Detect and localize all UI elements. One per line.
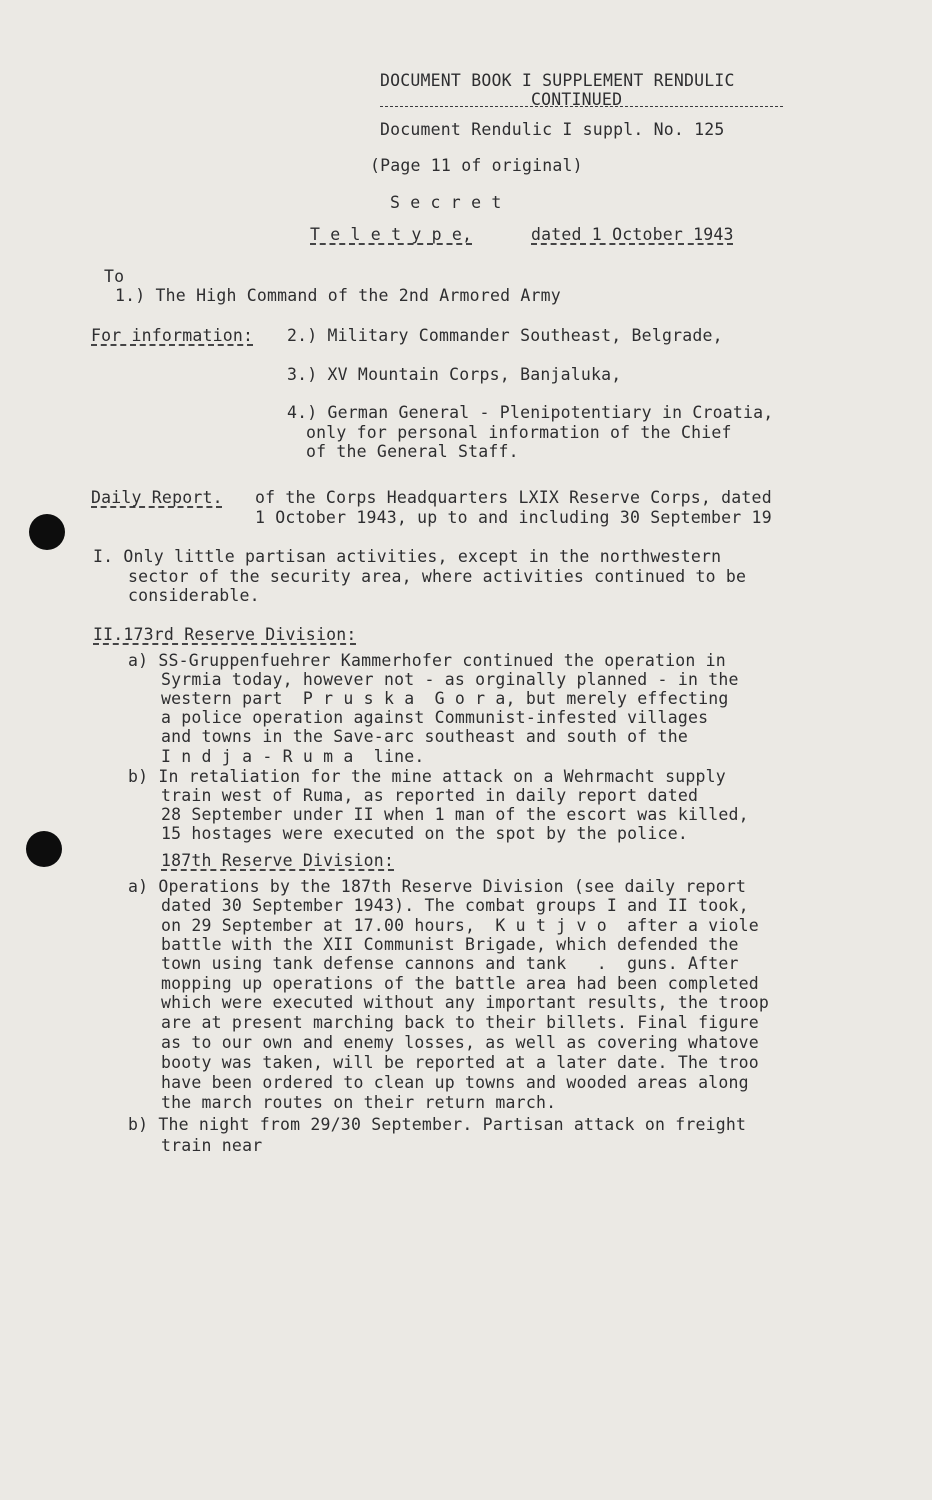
section-1-line-3: considerable. [128,586,260,605]
book-title: DOCUMENT BOOK I SUPPLEMENT RENDULIC [380,71,735,90]
to-label: To [104,267,125,286]
section-3-a-line-6: mopping up operations of the battle area had been completed [161,974,759,993]
document-reference: Document Rendulic I suppl. No. 125 [380,120,725,139]
section-3-a-line-9: as to our own and enemy losses, as well as covering whatove [161,1033,759,1052]
section-2-a-line-3: western part P r u s k a G o r a, but merely effecting [161,689,729,708]
section-3-a-line-11: have been ordered to clean up towns and wooded areas along [161,1073,749,1092]
section-2-a-line-4: a police operation against Communist-infested villages [161,708,709,727]
section-3-b-line-2: train near [161,1136,263,1155]
section-3-b-line-1: b) The night from 29/30 September. Partisan attack on freight [128,1115,747,1134]
continued-label: CONTINUED [531,90,623,109]
section-3-a-line-8: are at present marching back to their billets. Final figure [161,1013,759,1032]
section-2-b-line-1: b) In retaliation for the mine attack on a Wehrmacht supply [128,767,726,786]
teletype-date: dated 1 October 1943 [531,225,734,244]
for-information-label: For information: [91,326,254,345]
section-3-heading: 187th Reserve Division: [161,851,395,870]
section-2-a-line-6: I n d j a - R u m a line. [161,747,425,766]
section-1-line-2: sector of the security area, where activities continued to be [128,567,747,586]
section-3-a-line-3: on 29 September at 17.00 hours, K u t j v o after a viole [161,916,759,935]
section-2-a-line-1: a) SS-Gruppenfuehrer Kammerhofer continued the operation in [128,651,726,670]
classification: S e c r e t [390,193,502,212]
section-2-b-line-3: 28 September under II when 1 man of the escort was killed, [161,805,749,824]
page-reference: (Page 11 of original) [370,156,583,175]
addressee-2: 2.) Military Commander Southeast, Belgrade, [287,326,723,345]
section-2-b-line-2: train west of Ruma, as reported in daily report dated [161,786,699,805]
teletype-label: T e l e t y p e, [310,225,473,244]
header-rule [380,106,783,107]
section-2-heading: II.173rd Reserve Division: [93,625,357,644]
addressee-4-line-1: 4.) German General - Plenipotentiary in Croatia, [287,403,774,422]
report-line-1: of the Corps Headquarters LXIX Reserve Corps, dated [255,488,772,507]
section-3-a-line-4: battle with the XII Communist Brigade, which defended the [161,935,739,954]
section-3-a-line-7: which were executed without any important results, the troop [161,993,770,1012]
addressee-3: 3.) XV Mountain Corps, Banjaluka, [287,365,622,384]
section-2-a-line-5: and towns in the Save-arc southeast and south of the [161,727,688,746]
section-1-line-1: I. Only little partisan activities, except in the northwestern [93,547,722,566]
section-3-a-line-5: town using tank defense cannons and tank . guns. After [161,954,739,973]
daily-report-label: Daily Report. [91,488,223,507]
punch-hole-top [29,514,65,550]
addressee-4-line-2: only for personal information of the Chief [306,423,732,442]
addressee-1: 1.) The High Command of the 2nd Armored Army [115,286,561,305]
addressee-4-line-3: of the General Staff. [306,442,519,461]
section-2-b-line-4: 15 hostages were executed on the spot by the police. [161,824,688,843]
punch-hole-bottom [26,831,62,867]
report-line-2: 1 October 1943, up to and including 30 September 19 [255,508,772,527]
section-3-a-line-2: dated 30 September 1943). The combat groups I and II took, [161,896,749,915]
section-3-a-line-10: booty was taken, will be reported at a later date. The troo [161,1053,759,1072]
section-2-a-line-2: Syrmia today, however not - as orginally planned - in the [161,670,739,689]
section-3-a-line-1: a) Operations by the 187th Reserve Division (see daily report [128,877,747,896]
section-3-a-line-12: the march routes on their return march. [161,1093,557,1112]
